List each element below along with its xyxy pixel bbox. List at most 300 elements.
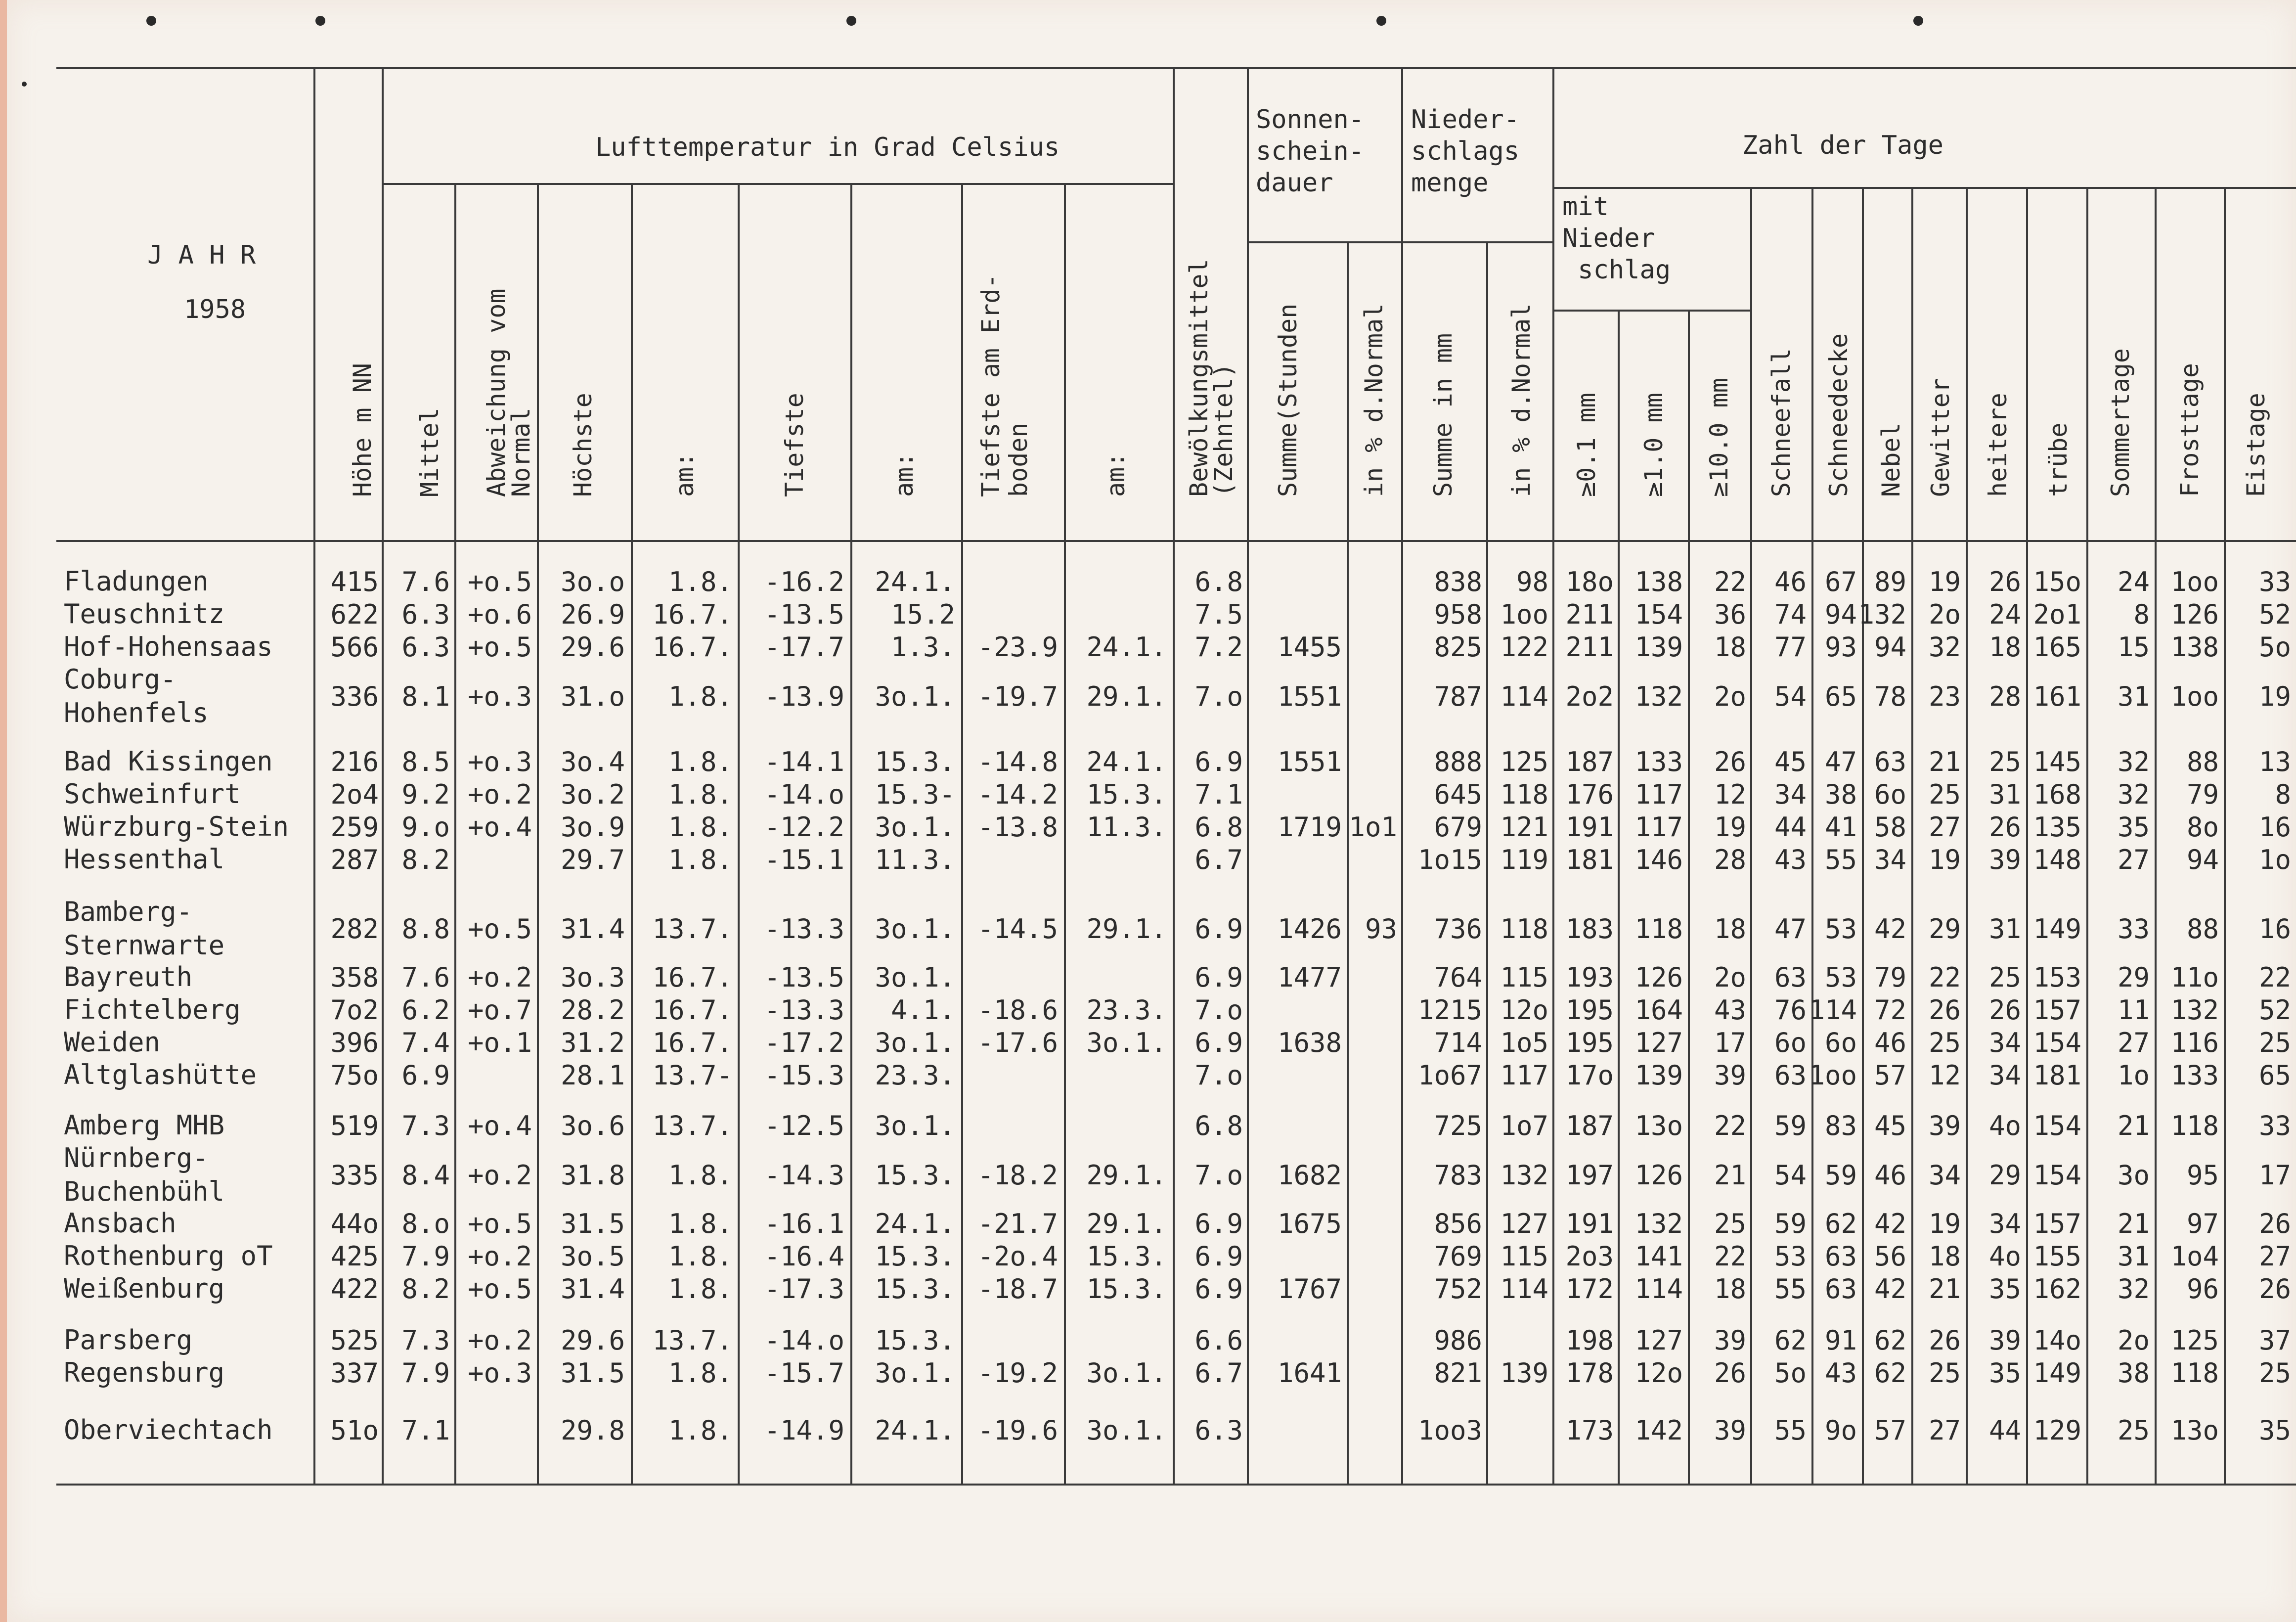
table-cell: 1641 xyxy=(1277,1357,1342,1389)
table-cell: 145 xyxy=(2033,746,2081,777)
table-cell: 132 xyxy=(1634,681,1683,712)
table-cell: 12 xyxy=(1714,779,1746,810)
table-cell: 193 xyxy=(1565,962,1614,993)
col-10-header: ≥1.0 mm xyxy=(1639,393,1668,497)
table-cell: 1.8. xyxy=(668,844,733,875)
table-cell: 3o.1. xyxy=(875,811,955,843)
temp-group-title: Lufttemperatur in Grad Celsius xyxy=(595,133,1060,162)
table-cell: 3o.2 xyxy=(560,779,625,810)
table-cell: 42 xyxy=(1874,913,1906,945)
table-cell: -15.3 xyxy=(764,1060,844,1091)
table-row xyxy=(7,1026,2296,1059)
table-cell: +o.2 xyxy=(467,1160,532,1191)
table-row xyxy=(7,895,2296,962)
table-cell: 78 xyxy=(1874,681,1906,712)
table-cell: 1551 xyxy=(1277,746,1342,777)
table-cell: 46 xyxy=(1874,1027,1906,1058)
table-cell: 31 xyxy=(2117,681,2150,712)
table-cell: -13.8 xyxy=(977,811,1058,843)
table-cell: 39 xyxy=(1928,1110,1961,1141)
table-cell: 29.6 xyxy=(560,1325,625,1356)
table-cell: 6.9 xyxy=(1194,962,1243,993)
table-cell: 8.2 xyxy=(401,844,450,875)
table-cell: 119 xyxy=(1500,844,1548,875)
table-cell: 752 xyxy=(1434,1273,1482,1305)
table-cell: +o.5 xyxy=(467,1208,532,1239)
table-cell: 198 xyxy=(1565,1325,1614,1356)
table-cell: 282 xyxy=(330,913,379,945)
punch-hole xyxy=(1913,16,1923,26)
table-cell: 39 xyxy=(1714,1415,1746,1446)
table-cell: 29.1. xyxy=(1086,1208,1167,1239)
table-cell: -14.3 xyxy=(764,1160,844,1191)
table-cell: 114 xyxy=(1809,994,1857,1026)
table-cell: 1.8. xyxy=(668,1208,733,1239)
table-cell: 54 xyxy=(1774,681,1807,712)
table-cell: 2o1 xyxy=(2033,599,2081,630)
table-cell: 4o xyxy=(1988,1110,2021,1141)
table-cell: 75o xyxy=(330,1060,379,1091)
table-cell: 29.6 xyxy=(560,631,625,663)
station-name: Fichtelberg xyxy=(64,994,241,1025)
table-cell: 33 xyxy=(2258,1110,2291,1141)
table-cell: 148 xyxy=(2033,844,2081,875)
table-cell: -16.1 xyxy=(764,1208,844,1239)
table-cell: 13o xyxy=(2170,1415,2219,1446)
table-cell: 29.1. xyxy=(1086,681,1167,712)
table-cell: 15.3. xyxy=(1086,779,1167,810)
table-cell: 259 xyxy=(330,811,379,843)
table-cell: 59 xyxy=(1774,1110,1807,1141)
table-cell: 195 xyxy=(1565,1027,1614,1058)
table-top-rule xyxy=(56,67,2296,69)
table-cell: 6.3 xyxy=(401,631,450,663)
table-cell: 53 xyxy=(1774,1241,1807,1272)
table-cell: 42 xyxy=(1874,1208,1906,1239)
table-cell: 29.7 xyxy=(560,844,625,875)
table-cell: 24.1. xyxy=(875,1415,955,1446)
table-cell: 19 xyxy=(1928,844,1961,875)
table-cell: 28 xyxy=(1988,681,2021,712)
table-cell: 8.o xyxy=(401,1208,450,1239)
station-name: Altglashütte xyxy=(64,1059,257,1090)
punch-hole xyxy=(146,16,156,26)
table-cell: 23 xyxy=(1928,681,1961,712)
table-cell: 62 xyxy=(1874,1357,1906,1389)
table-cell: 22 xyxy=(1714,566,1746,597)
table-cell: 6o xyxy=(1774,1027,1807,1058)
table-cell: 94 xyxy=(2186,844,2219,875)
table-cell: 133 xyxy=(2170,1060,2219,1091)
table-cell: 821 xyxy=(1434,1357,1482,1389)
table-cell: 11 xyxy=(2117,994,2150,1026)
table-cell: 32 xyxy=(2117,1273,2150,1305)
table-cell: 127 xyxy=(1634,1325,1683,1356)
table-cell: +o.5 xyxy=(467,913,532,945)
table-cell: 129 xyxy=(2033,1415,2081,1446)
table-cell: 2o2 xyxy=(1565,681,1614,712)
table-cell: 22 xyxy=(1714,1110,1746,1141)
table-cell: 1.8. xyxy=(668,779,733,810)
table-cell: 45 xyxy=(1874,1110,1906,1141)
table-cell: 24.1. xyxy=(1086,746,1167,777)
table-cell: -14.8 xyxy=(977,746,1058,777)
table-cell: 5o xyxy=(2258,631,2291,663)
table-cell: +o.4 xyxy=(467,811,532,843)
table-cell: 1oo xyxy=(2170,566,2219,597)
table-cell: -18.7 xyxy=(977,1273,1058,1305)
table-cell: 24.1. xyxy=(875,566,955,597)
table-cell: 138 xyxy=(2170,631,2219,663)
station-name: Sternwarte xyxy=(64,930,225,961)
table-cell: 31 xyxy=(1988,913,2021,945)
table-cell: 16.7. xyxy=(652,1027,733,1058)
table-cell: 94 xyxy=(1874,631,1906,663)
table-cell: 35 xyxy=(2117,811,2150,843)
table-cell: +o.5 xyxy=(467,1273,532,1305)
table-cell: 88 xyxy=(2186,746,2219,777)
table-cell: 34 xyxy=(1774,779,1807,810)
table-cell: 77 xyxy=(1774,631,1807,663)
table-cell: 46 xyxy=(1774,566,1807,597)
table-cell: 6.9 xyxy=(1194,746,1243,777)
station-name: Würzburg-Stein xyxy=(64,811,289,842)
table-cell: -17.3 xyxy=(764,1273,844,1305)
table-cell: 52 xyxy=(2258,599,2291,630)
table-cell: 187 xyxy=(1565,1110,1614,1141)
table-cell: 28 xyxy=(1714,844,1746,875)
table-cell: 125 xyxy=(1500,746,1548,777)
table-cell: -14.2 xyxy=(977,779,1058,810)
table-cell: 18 xyxy=(1714,631,1746,663)
table-cell: 38 xyxy=(2117,1357,2150,1389)
table-cell: 187 xyxy=(1565,746,1614,777)
table-cell: 63 xyxy=(1824,1273,1857,1305)
table-cell: 566 xyxy=(330,631,379,663)
table-cell: 6.9 xyxy=(1194,1027,1243,1058)
table-cell: 16.7. xyxy=(652,994,733,1026)
table-cell: 72 xyxy=(1874,994,1906,1026)
table-cell: 519 xyxy=(330,1110,379,1141)
table-cell: +o.2 xyxy=(467,779,532,810)
table-cell: 191 xyxy=(1565,1208,1614,1239)
table-cell: 23.3. xyxy=(1086,994,1167,1026)
table-cell: 31 xyxy=(1988,779,2021,810)
table-cell: 45 xyxy=(1774,746,1807,777)
table-cell: 1675 xyxy=(1277,1208,1342,1239)
station-name: Teuschnitz xyxy=(64,598,225,630)
table-cell: 44o xyxy=(330,1208,379,1239)
table-cell: 26 xyxy=(1988,566,2021,597)
table-cell: 6.3 xyxy=(1194,1415,1243,1446)
table-cell: 525 xyxy=(330,1325,379,1356)
table-cell: 1.8. xyxy=(668,746,733,777)
table-cell: 16 xyxy=(2258,913,2291,945)
table-cell: 425 xyxy=(330,1241,379,1272)
table-cell: 118 xyxy=(2170,1357,2219,1389)
table-cell: 856 xyxy=(1434,1208,1482,1239)
table-cell: 15o xyxy=(2033,566,2081,597)
table-cell: 26 xyxy=(2258,1273,2291,1305)
table-cell: 27 xyxy=(2117,844,2150,875)
table-cell: 8 xyxy=(2133,599,2150,630)
table-cell: 736 xyxy=(1434,913,1482,945)
table-cell: 31.2 xyxy=(560,1027,625,1058)
table-cell: 6.7 xyxy=(1194,844,1243,875)
table-cell: 1551 xyxy=(1277,681,1342,712)
table-cell: 2o4 xyxy=(330,779,379,810)
table-cell: 15.3. xyxy=(1086,1273,1167,1305)
table-cell: 7.6 xyxy=(401,962,450,993)
col-01-header: ≥0.1 mm xyxy=(1572,393,1601,497)
table-cell: 122 xyxy=(1500,631,1548,663)
table-cell: 22 xyxy=(1928,962,1961,993)
table-cell: 769 xyxy=(1434,1241,1482,1272)
table-cell: 31.5 xyxy=(560,1208,625,1239)
table-cell: -16.4 xyxy=(764,1241,844,1272)
table-cell: 1.3. xyxy=(890,631,955,663)
table-cell: 16 xyxy=(2258,811,2291,843)
table-cell: 6o xyxy=(1824,1027,1857,1058)
table-cell: 41 xyxy=(1824,811,1857,843)
table-cell: 6.3 xyxy=(401,599,450,630)
table-cell: +o.3 xyxy=(467,681,532,712)
table-cell: 98 xyxy=(1516,566,1548,597)
table-cell: 1.8. xyxy=(668,811,733,843)
table-cell: 3o.o xyxy=(560,566,625,597)
table-cell: 15 xyxy=(2117,631,2150,663)
table-cell: 15.3. xyxy=(875,1273,955,1305)
table-cell: 6.6 xyxy=(1194,1325,1243,1356)
table-cell: 3o.6 xyxy=(560,1110,625,1141)
table-cell: 57 xyxy=(1874,1415,1906,1446)
table-cell: 1o xyxy=(2117,1060,2150,1091)
punch-hole xyxy=(846,16,856,26)
punch-hole xyxy=(1376,16,1386,26)
table-cell: +o.1 xyxy=(467,1027,532,1058)
station-name: Weißenburg xyxy=(64,1273,225,1304)
table-cell: 1oo xyxy=(2170,681,2219,712)
table-cell: 16.7. xyxy=(652,631,733,663)
table-cell: 1477 xyxy=(1277,962,1342,993)
table-cell: 24.1. xyxy=(1086,631,1167,663)
table-cell: 63 xyxy=(1874,746,1906,777)
table-cell: 1215 xyxy=(1417,994,1482,1026)
table-cell: 7.1 xyxy=(1194,779,1243,810)
table-cell: 37 xyxy=(2258,1325,2291,1356)
table-cell: +o.7 xyxy=(467,994,532,1026)
table-cell: 17 xyxy=(1714,1027,1746,1058)
table-cell: 7.o xyxy=(1194,681,1243,712)
table-row xyxy=(7,843,2296,876)
table-cell: 141 xyxy=(1634,1241,1683,1272)
table-cell: 714 xyxy=(1434,1027,1482,1058)
station-name: Oberviechtach xyxy=(64,1414,273,1445)
table-cell: 14o xyxy=(2033,1325,2081,1356)
table-cell: 42 xyxy=(1874,1273,1906,1305)
table-cell: -12.2 xyxy=(764,811,844,843)
table-cell: 59 xyxy=(1824,1160,1857,1191)
table-cell: 13 xyxy=(2258,746,2291,777)
table-cell: 32 xyxy=(1928,631,1961,663)
table-cell: 3o xyxy=(2117,1160,2150,1191)
table-cell: 211 xyxy=(1565,631,1614,663)
table-cell: 25 xyxy=(1714,1208,1746,1239)
table-cell: 7.5 xyxy=(1194,599,1243,630)
station-name: Parsberg xyxy=(64,1324,193,1355)
station-name: Schweinfurt xyxy=(64,778,241,810)
table-cell: 168 xyxy=(2033,779,2081,810)
table-cell: 62 xyxy=(1874,1325,1906,1356)
table-cell: 396 xyxy=(330,1027,379,1058)
table-cell: 18 xyxy=(1988,631,2021,663)
table-cell: 19 xyxy=(1714,811,1746,843)
table-cell: 127 xyxy=(1634,1027,1683,1058)
table-cell: 39 xyxy=(1988,1325,2021,1356)
table-cell: 154 xyxy=(2033,1160,2081,1191)
table-cell: 1oo3 xyxy=(1417,1415,1482,1446)
table-cell: 1o5 xyxy=(1500,1027,1548,1058)
table-cell: 8 xyxy=(2275,779,2291,810)
table-cell: 19 xyxy=(1928,566,1961,597)
table-cell: 1o67 xyxy=(1417,1060,1482,1091)
table-cell: 51o xyxy=(330,1415,379,1446)
table-cell: 38 xyxy=(1824,779,1857,810)
table-cell: 986 xyxy=(1434,1325,1482,1356)
table-cell: 24 xyxy=(1988,599,2021,630)
table-cell: 415 xyxy=(330,566,379,597)
table-row xyxy=(7,745,2296,778)
table-cell: 27 xyxy=(1928,811,1961,843)
table-cell: 197 xyxy=(1565,1160,1614,1191)
table-cell: 4.1. xyxy=(890,994,955,1026)
station-name: Regensburg xyxy=(64,1357,225,1388)
table-cell: 132 xyxy=(1858,599,1906,630)
table-cell: 1o7 xyxy=(1500,1110,1548,1141)
table-cell: 3o.1. xyxy=(875,962,955,993)
table-cell: 25 xyxy=(2117,1415,2150,1446)
table-cell: 8o xyxy=(2186,811,2219,843)
table-cell: 138 xyxy=(1634,566,1683,597)
table-cell: 65 xyxy=(1824,681,1857,712)
table-cell: 12o xyxy=(1500,994,1548,1026)
table-cell: 3o.1. xyxy=(875,681,955,712)
station-name: Amberg MHB xyxy=(64,1110,225,1141)
tage-group-rule xyxy=(1552,187,2296,189)
table-cell: 7.3 xyxy=(401,1325,450,1356)
table-cell: 89 xyxy=(1874,566,1906,597)
table-cell: 155 xyxy=(2033,1241,2081,1272)
table-cell: -17.2 xyxy=(764,1027,844,1058)
table-cell: 12 xyxy=(1928,1060,1961,1091)
table-cell: 115 xyxy=(1500,1241,1548,1272)
table-cell: 55 xyxy=(1774,1273,1807,1305)
table-cell: 46 xyxy=(1874,1160,1906,1191)
table-cell: 125 xyxy=(2170,1325,2219,1356)
table-cell: 83 xyxy=(1824,1110,1857,1141)
table-cell: 117 xyxy=(1500,1060,1548,1091)
table-cell: 958 xyxy=(1434,599,1482,630)
table-cell: 1719 xyxy=(1277,811,1342,843)
table-cell: 132 xyxy=(1500,1160,1548,1191)
table-cell: 34 xyxy=(1988,1208,2021,1239)
table-cell: 117 xyxy=(1634,779,1683,810)
table-cell: 25 xyxy=(2258,1357,2291,1389)
table-cell: 114 xyxy=(1634,1273,1683,1305)
table-cell: 116 xyxy=(2170,1027,2219,1058)
table-cell: 2o xyxy=(1714,681,1746,712)
table-cell: 7.6 xyxy=(401,566,450,597)
table-cell: 47 xyxy=(1824,746,1857,777)
station-name: Fladungen xyxy=(64,566,209,597)
table-cell: 7.o xyxy=(1194,1160,1243,1191)
table-cell: 29 xyxy=(2117,962,2150,993)
table-cell: 157 xyxy=(2033,994,2081,1026)
table-cell: 79 xyxy=(2186,779,2219,810)
table-cell: 127 xyxy=(1500,1208,1548,1239)
table-cell: 13o xyxy=(1634,1110,1683,1141)
table-cell: +o.3 xyxy=(467,746,532,777)
table-cell: -21.7 xyxy=(977,1208,1058,1239)
table-cell: 126 xyxy=(1634,1160,1683,1191)
table-row xyxy=(7,565,2296,598)
table-cell: 18 xyxy=(1714,1273,1746,1305)
table-cell: -18.2 xyxy=(977,1160,1058,1191)
table-cell: 55 xyxy=(1774,1415,1807,1446)
table-cell: 29.1. xyxy=(1086,913,1167,945)
table-cell: 135 xyxy=(2033,811,2081,843)
table-cell: 161 xyxy=(2033,681,2081,712)
table-cell: 16.7. xyxy=(652,962,733,993)
table-cell: 24.1. xyxy=(875,1208,955,1239)
station-name: Buchenbühl xyxy=(64,1176,225,1207)
table-cell: 19 xyxy=(1928,1208,1961,1239)
table-cell: 15.3- xyxy=(875,779,955,810)
table-cell: 56 xyxy=(1874,1241,1906,1272)
table-cell: 126 xyxy=(2170,599,2219,630)
table-cell: 622 xyxy=(330,599,379,630)
table-cell: 39 xyxy=(1714,1060,1746,1091)
table-cell: 1.8. xyxy=(668,1273,733,1305)
col-am1-header: am: xyxy=(670,452,699,497)
col-am2-header: am: xyxy=(890,452,919,497)
table-cell: -2o.4 xyxy=(977,1241,1058,1272)
table-cell: 26.9 xyxy=(560,599,625,630)
table-cell: 31.4 xyxy=(560,913,625,945)
table-row xyxy=(7,1058,2296,1092)
table-cell: -14.5 xyxy=(977,913,1058,945)
col-eistage-header: Eistage xyxy=(2242,393,2270,497)
table-cell: +o.5 xyxy=(467,566,532,597)
table-cell: 5o xyxy=(1774,1357,1807,1389)
station-name: Bayreuth xyxy=(64,961,193,992)
station-name: Weiden xyxy=(64,1027,161,1058)
table-cell: 1o15 xyxy=(1417,844,1482,875)
table-cell: 1o xyxy=(2258,844,2291,875)
col-gewitter-header: Gewitter xyxy=(1926,378,1955,497)
col-nebel-header: Nebel xyxy=(1877,422,1905,497)
table-cell: 31 xyxy=(2117,1241,2150,1272)
table-cell: 95 xyxy=(2186,1160,2219,1191)
col-am3-header: am: xyxy=(1102,452,1130,497)
table-cell: 139 xyxy=(1634,1060,1683,1091)
col-nieder-summe-header: Summe in mm xyxy=(1429,333,1457,497)
col-sonne-summe-header: Summe(Stunden xyxy=(1274,303,1302,497)
table-cell: 2o xyxy=(2117,1325,2150,1356)
table-cell: 43 xyxy=(1824,1357,1857,1389)
table-cell: 164 xyxy=(1634,994,1683,1026)
table-cell: 88 xyxy=(2186,913,2219,945)
